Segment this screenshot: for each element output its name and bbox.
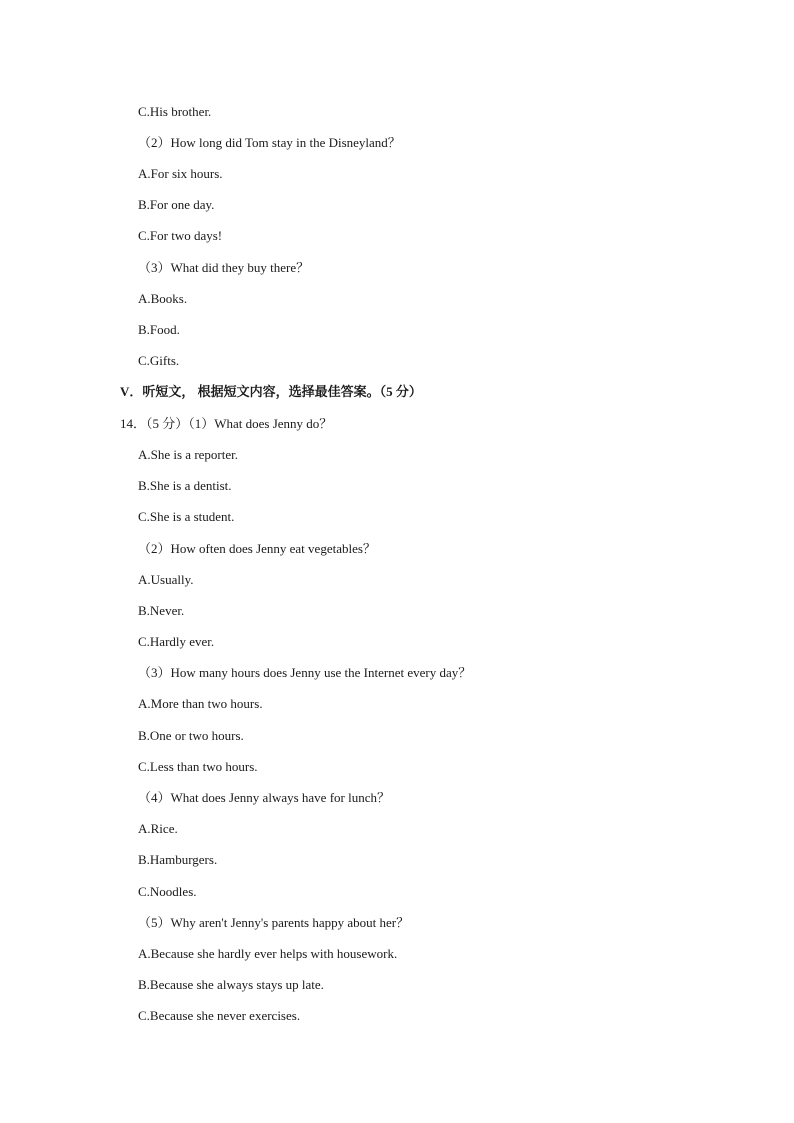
option-b: B.She is a dentist. — [138, 478, 232, 493]
option-a: A.Usually. — [138, 572, 194, 587]
option-c: C.Less than two hours. — [138, 759, 258, 774]
option-b: B.Hamburgers. — [138, 852, 218, 867]
option-a: A.Rice. — [138, 821, 178, 836]
question-text: （3）What did they buy there？ — [138, 260, 310, 275]
section-heading: V．听短文， 根据短文内容，选择最佳答案。（5 分） — [120, 384, 422, 399]
option-a: A.For six hours. — [138, 166, 223, 181]
question-text: （2）How long did Tom stay in the Disneyland？ — [138, 135, 401, 150]
option-c: C.Hardly ever. — [138, 634, 215, 649]
option-b: B.For one day. — [138, 197, 215, 212]
question-text: （3）How many hours does Jenny use the Internet every day？ — [138, 665, 472, 680]
option-a: A.She is a reporter. — [138, 447, 239, 462]
option-c: C.She is a student. — [138, 509, 235, 524]
option-a: A.Books. — [138, 291, 188, 306]
option-b: B.Food. — [138, 322, 180, 337]
option-a: A.More than two hours. — [138, 696, 263, 711]
option-b: B.Because she always stays up late. — [138, 977, 324, 992]
question-header: 14．（5 分）（1）What does Jenny do？ — [120, 416, 333, 431]
option-c: C.Because she never exercises. — [138, 1008, 301, 1023]
option-c: C.Gifts. — [138, 353, 180, 368]
option-c: C.His brother. — [138, 104, 212, 119]
question-text: （5）Why aren't Jenny's parents happy about her？ — [138, 915, 410, 930]
option-a: A.Because she hardly ever helps with housework. — [138, 946, 398, 961]
option-c: C.For two days! — [138, 228, 223, 243]
question-text: （2）How often does Jenny eat vegetables？ — [138, 541, 376, 556]
question-text: （4）What does Jenny always have for lunch？ — [138, 790, 390, 805]
option-b: B.Never. — [138, 603, 185, 618]
option-b: B.One or two hours. — [138, 728, 244, 743]
option-c: C.Noodles. — [138, 884, 197, 899]
